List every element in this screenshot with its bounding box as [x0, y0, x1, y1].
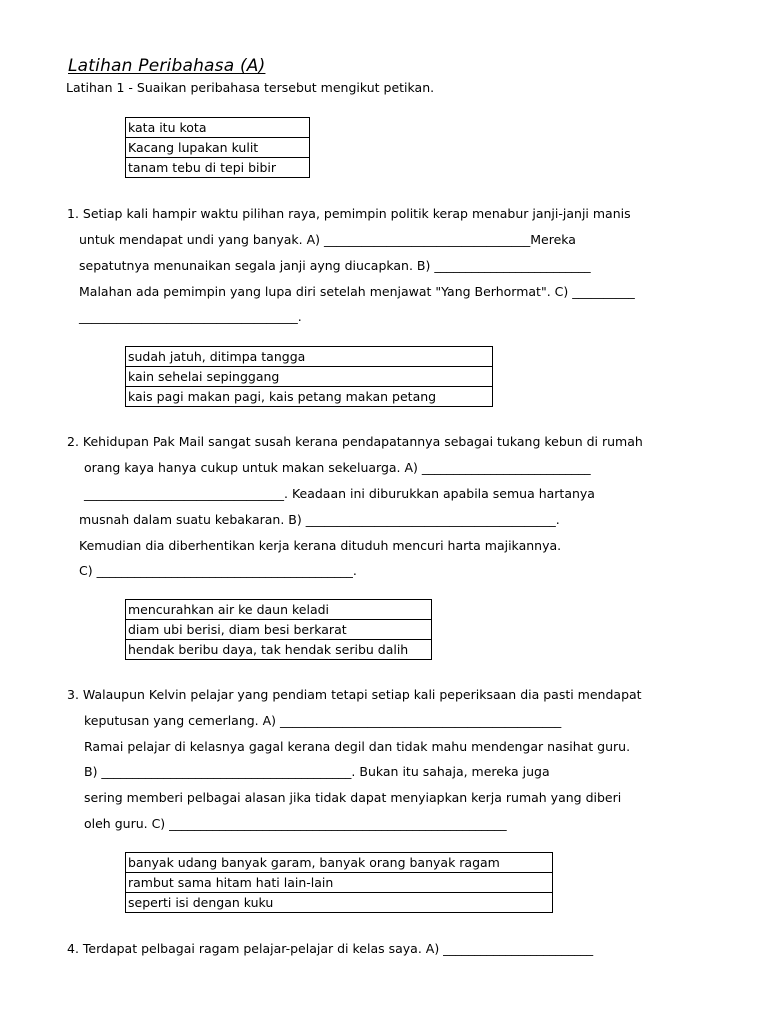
- proverb-table-2: [125, 346, 493, 407]
- page-title: Latihan Peribahasa (A): [68, 56, 266, 76]
- proverb-option: seperti isi dengan kuku: [126, 893, 553, 913]
- exercise-instruction: Latihan 1 - Suaikan peribahasa tersebut mengikut petikan.: [66, 80, 435, 95]
- proverb-table-3: [125, 599, 432, 660]
- question-4-line-1: 4. Terdapat pelbagai ragam pelajar-pelajar di kelas saya. A) ________________________: [67, 941, 594, 956]
- proverb-option: Kacang lupakan kulit: [126, 138, 310, 158]
- proverb-option: sudah jatuh, ditimpa tangga: [126, 347, 493, 367]
- question-2-line-3: ________________________________. Keadaan ini diburukkan apabila semua hartanya: [84, 486, 595, 501]
- question-1-line-3: sepatutnya menunaikan segala janji ayng diucapkan. B) _________________________: [79, 258, 591, 273]
- proverb-option: banyak udang banyak garam, banyak orang banyak ragam: [126, 853, 553, 873]
- question-3-line-6: oleh guru. C) ______________________________________________________: [84, 816, 507, 831]
- question-1-line-2: untuk mendapat undi yang banyak. A) _________________________________Mereka: [79, 232, 576, 247]
- question-3-line-4: B) ________________________________________. Bukan itu sahaja, mereka juga: [84, 764, 550, 779]
- question-2-line-4: musnah dalam suatu kebakaran. B) ________________________________________.: [79, 512, 560, 527]
- question-1-line-1: 1. Setiap kali hampir waktu pilihan raya, pemimpin politik kerap menabur janji-janji manis: [67, 206, 631, 221]
- proverb-option: rambut sama hitam hati lain-lain: [126, 873, 553, 893]
- proverb-option: kais pagi makan pagi, kais petang makan petang: [126, 387, 493, 407]
- question-1-line-4: Malahan ada pemimpin yang lupa diri setelah menjawat "Yang Berhormat". C) __________: [79, 284, 635, 299]
- question-2-line-6: C) _________________________________________.: [79, 563, 357, 578]
- proverb-table-1: [125, 117, 310, 178]
- question-3-line-1: 3. Walaupun Kelvin pelajar yang pendiam tetapi setiap kali peperiksaan dia pasti mendapat: [67, 687, 642, 702]
- proverb-option: tanam tebu di tepi bibir: [126, 158, 310, 178]
- proverb-table-4: [125, 852, 553, 913]
- question-1-line-5: ___________________________________.: [79, 309, 302, 324]
- proverb-option: diam ubi berisi, diam besi berkarat: [126, 620, 432, 640]
- question-3-line-3: Ramai pelajar di kelasnya gagal kerana degil dan tidak mahu mendengar nasihat guru.: [84, 739, 631, 754]
- question-2-line-1: 2. Kehidupan Pak Mail sangat susah kerana pendapatannya sebagai tukang kebun di rumah: [67, 434, 643, 449]
- question-2-line-5: Kemudian dia diberhentikan kerja kerana dituduh mencuri harta majikannya.: [79, 538, 562, 553]
- question-3-line-2: keputusan yang cemerlang. A) _____________________________________________: [84, 713, 562, 728]
- question-3-line-5: sering memberi pelbagai alasan jika tidak dapat menyiapkan kerja rumah yang diberi: [84, 790, 622, 805]
- proverb-option: hendak beribu daya, tak hendak seribu dalih: [126, 640, 432, 660]
- question-2-line-2: orang kaya hanya cukup untuk makan sekeluarga. A) ___________________________: [84, 460, 591, 475]
- proverb-option: kain sehelai sepinggang: [126, 367, 493, 387]
- proverb-option: mencurahkan air ke daun keladi: [126, 600, 432, 620]
- proverb-option: kata itu kota: [126, 118, 310, 138]
